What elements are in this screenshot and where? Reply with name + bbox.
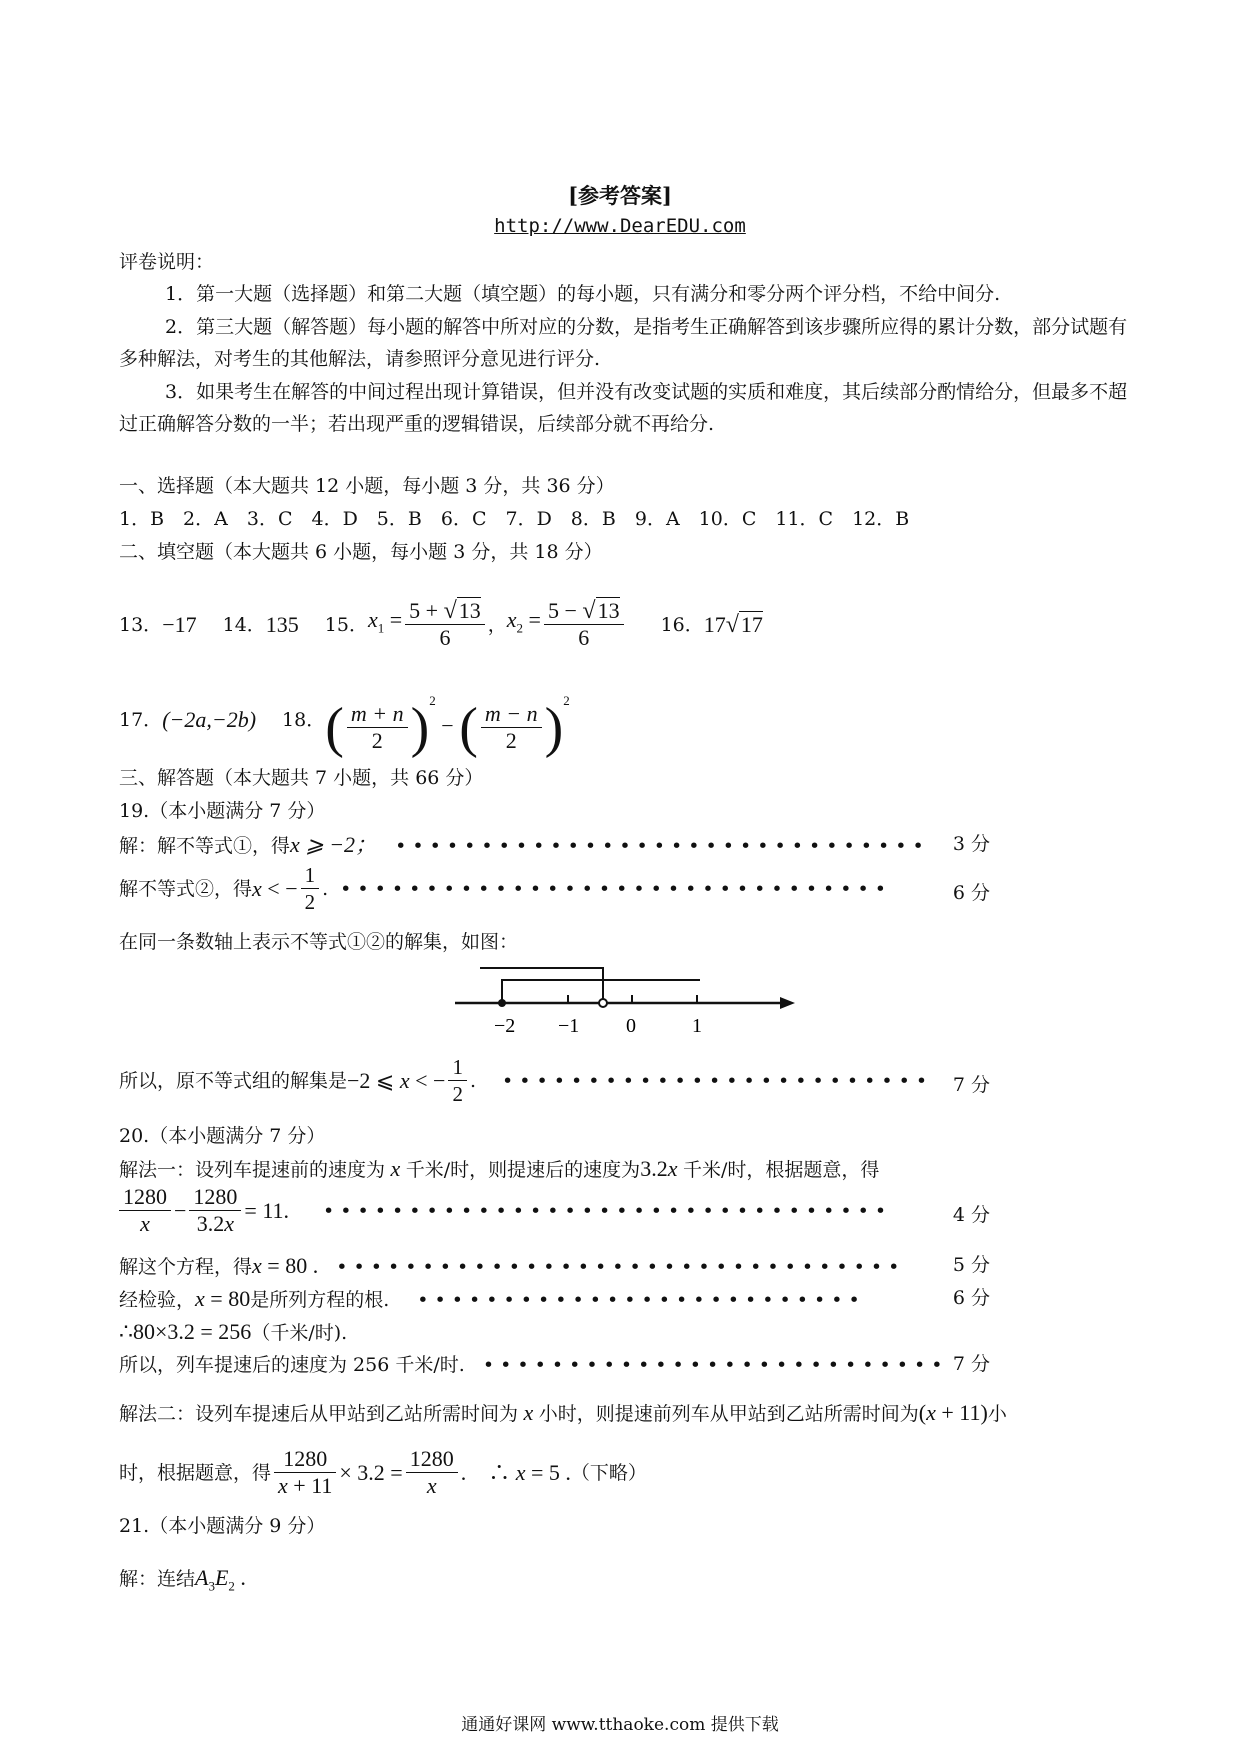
q14-label: 14． — [222, 613, 266, 636]
q17-label: 17． — [119, 709, 163, 732]
notes-heading: 评卷说明： — [119, 251, 215, 273]
score-5: 5 分 — [952, 1254, 990, 1276]
q13-label: 13． — [119, 613, 163, 636]
p21-line1: 解：连结$A_3E_2$ . — [119, 1565, 246, 1594]
fill-row-13-16: 13． −17 14． 135 15． $x_1$ = $\frac{5 + √13}{6}$ ， $x_2$ = $\frac{5 - √13}{6}$ 16． 17√17 — [119, 598, 763, 650]
page-footer: 通通好课网 www.tthaoke.com 提供下载 — [461, 1715, 779, 1735]
a15-x2: $x_2$ = — [506, 607, 541, 636]
score-3: 3 分 — [952, 833, 990, 855]
a15-frac2: $\frac{5 - √13}{6}$ — [544, 598, 624, 651]
a18-value: ( $\frac{m + n}{2}$ )$^2$ − ( $\frac{m - n}{2}$ )$^2$ — [325, 693, 570, 759]
a17-value: (−2a,−2b) — [162, 707, 257, 733]
a15-x1: $x_1$ = — [367, 607, 403, 636]
tick-label-1: 1 — [692, 1015, 702, 1037]
closed-point — [498, 999, 506, 1007]
number-line-figure — [440, 960, 800, 1040]
p20-line6: 所以，列车提速后的速度为 256 千米/时. • • • • • • • • • • • • • • • • • • • • • • • • • • • — [119, 1354, 943, 1376]
p20-line4: 经检验，x = 80是所列方程的根. • • • • • • • • • • • • • • • • • • • • • • • • • • — [119, 1286, 860, 1311]
page-title: [参考答案] — [568, 183, 672, 208]
p20-heading: 20.（本小题满分 7 分） — [119, 1125, 326, 1147]
score-6b: 6 分 — [952, 1287, 990, 1309]
q15-label: 15． — [324, 613, 368, 636]
p19-line1: 解：解不等式①，得x ⩾ −2； • • • • • • • • • • • • • • • • • • • • • • • • • • • • • • • — [119, 832, 924, 857]
p20-line5: ∴80×3.2 = 256（千米/时). — [119, 1319, 348, 1344]
section2-heading: 二、填空题（本大题共 6 小题，每小题 3 分，共 18 分） — [119, 541, 603, 563]
p19-line4: 所以，原不等式组的解集是 −2 ⩽ x < − $\frac{1}{2}$ . • • • • • • • • • • • • • • • • • • • • • • • • • — [119, 1055, 928, 1106]
a15-frac1: $\frac{5 + √13}{6}$ — [405, 598, 485, 651]
tick-label-0: 0 — [626, 1015, 636, 1037]
section1-answers: 1．B 2．A 3．C 4．D 5．B 6．C 7．D 8．B 9．A 10．C 11．C 12．B — [119, 508, 910, 530]
p19-line2: 解不等式②，得 x < − $\frac{1}{2}$ . • • • • • • • • • • • • • • • • • • • • • • • • • • • • • • • • — [119, 863, 887, 914]
p21-heading: 21.（本小题满分 9 分） — [119, 1515, 326, 1537]
a16-value: 17√17 — [703, 611, 763, 638]
score-4: 4 分 — [952, 1204, 990, 1226]
tick-label-neg2: −2 — [494, 1015, 516, 1037]
q16-label: 16． — [660, 613, 704, 636]
p20-line1: 解法一：设列车提速前的速度为 x 千米/时，则提速后的速度为3.2x 千米/时，根据题意，得 — [119, 1156, 880, 1181]
open-point — [599, 999, 607, 1007]
p20-alt-line1: 解法二：设列车提速后从甲站到乙站所需时间为 x 小时，则提速前列车从甲站到乙站所需时间为(x + 11)小 — [119, 1400, 1007, 1425]
tick-label-neg1: −1 — [558, 1015, 580, 1037]
q18-label: 18． — [282, 709, 326, 732]
p19-heading: 19.（本小题满分 7 分） — [119, 800, 326, 822]
p20-line3: 解这个方程，得x = 80 . • • • • • • • • • • • • • • • • • • • • • • • • • • • • • • • • • — [119, 1253, 900, 1278]
score-7: 7 分 — [952, 1074, 990, 1096]
score-7b: 7 分 — [952, 1353, 990, 1375]
source-link[interactable]: http://www.DearEDU.com — [494, 215, 746, 237]
section1-heading: 一、选择题（本大题共 12 小题，每小题 3 分，共 36 分） — [119, 475, 615, 497]
a14-value: 135 — [265, 611, 299, 637]
fill-row-17-18 — [119, 685, 570, 759]
note-2: 2．第三大题（解答题）每小题的解答中所对应的分数，是指考生正确解答到该步骤所应得的累计分数，部分试题有多种解法，对考生的其他解法，请参照评分意见进行评分. — [119, 316, 1128, 370]
section3-heading: 三、解答题（本大题共 7 小题，共 66 分） — [119, 767, 484, 789]
note-3: 3．如果考生在解答的中间过程出现计算错误，但并没有改变试题的实质和难度，其后续部分酌情给分，但最多不超过正确解答分数的一半；若出现严重的逻辑错误，后续部分就不再给分. — [119, 381, 1128, 435]
p20-alt-line2: 时，根据题意，得 $\frac{1280}{x + 11}$ × 3.2 = $\frac{1280}{x}$ . ∴ x = 5 . （下略） — [119, 1446, 647, 1498]
note-1: 1．第一大题（选择题）和第二大题（填空题）的每小题，只有满分和零分两个评分档，不给中间分. — [165, 283, 1001, 305]
solution-bar-2 — [480, 968, 603, 1003]
score-6: 6 分 — [952, 882, 990, 904]
p19-line3: 在同一条数轴上表示不等式①②的解集，如图： — [119, 931, 519, 953]
a13-value: −17 — [162, 611, 197, 637]
axis-arrow-icon — [780, 997, 795, 1009]
p20-equation: $\frac{1280}{x}$ − $\frac{1280}{3.2x}$ = 11. • • • • • • • • • • • • • • • • • • • • • • • • • • • • • • • • • — [119, 1184, 886, 1237]
